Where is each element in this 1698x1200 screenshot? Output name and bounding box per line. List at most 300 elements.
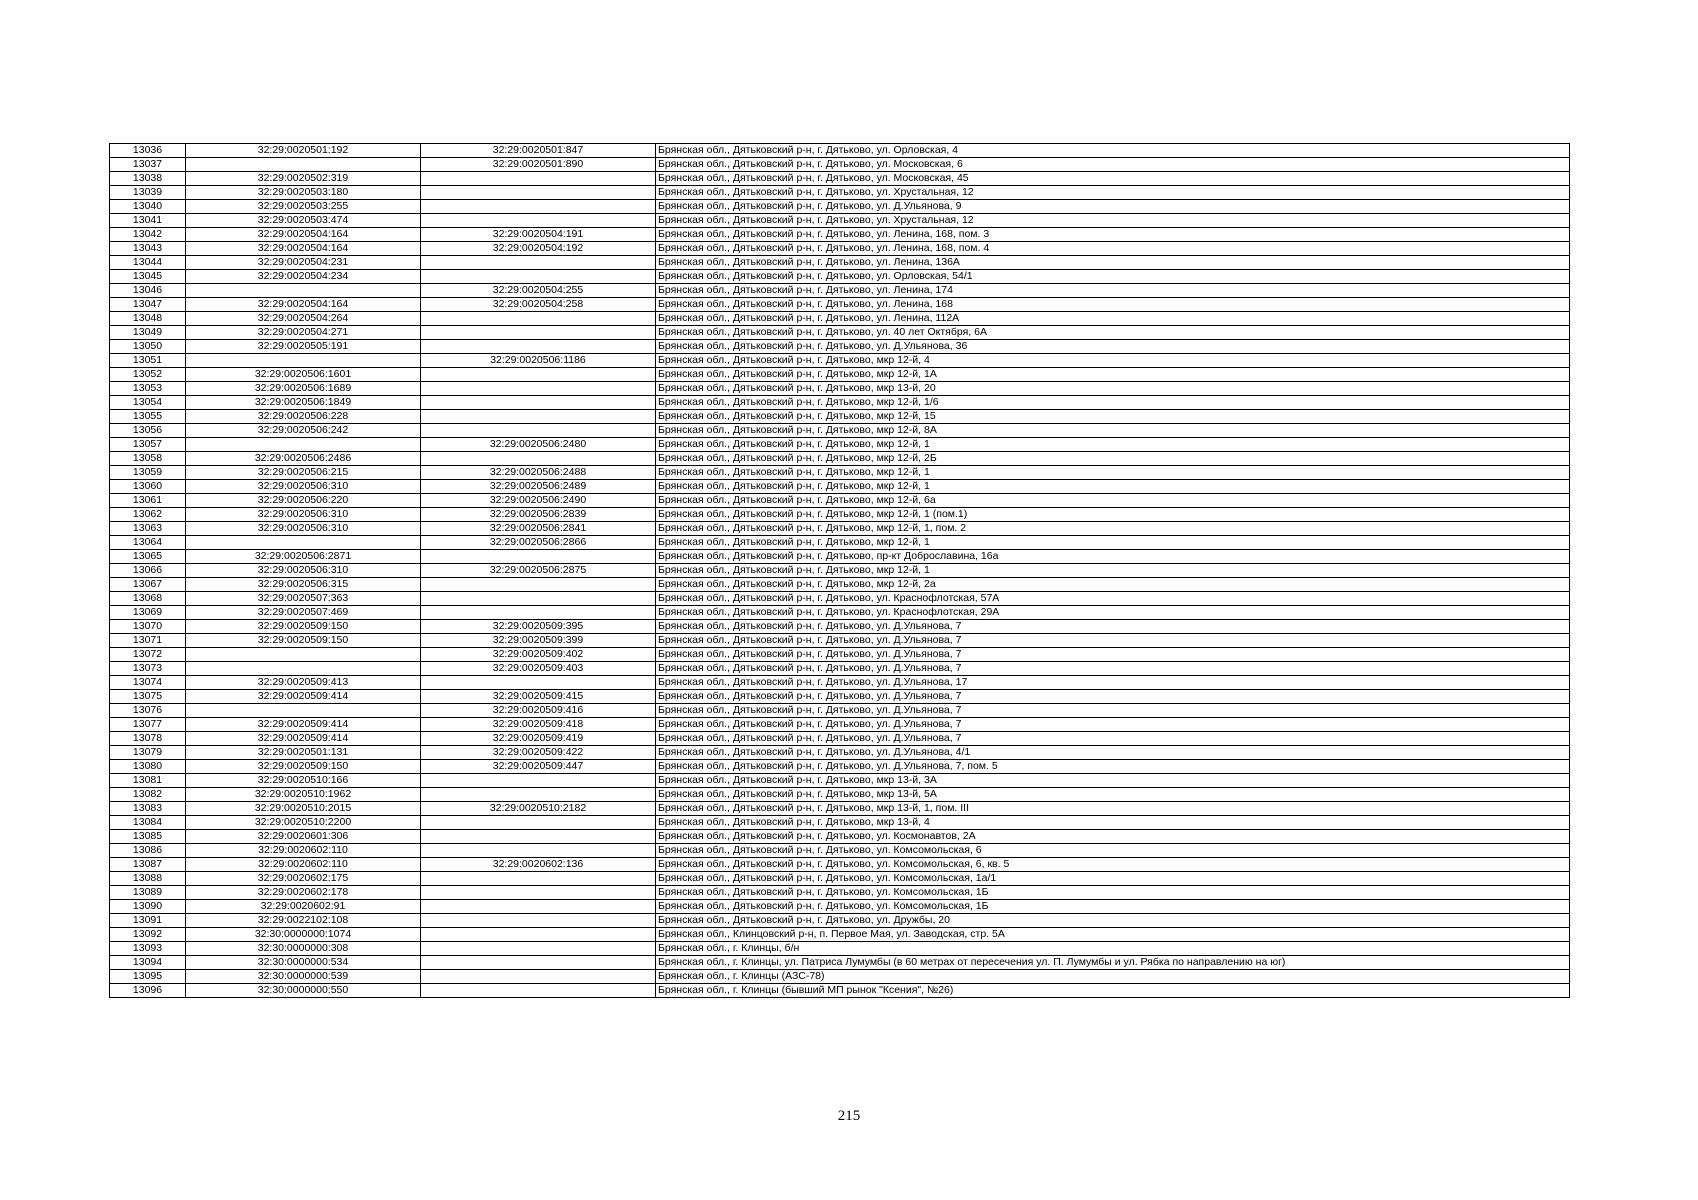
building-cadastral-number-cell: 32:29:0020506:2841 (421, 522, 656, 536)
land-cadastral-number-cell: 32:30:0000000:308 (186, 942, 421, 956)
row-number-cell: 13063 (110, 522, 186, 536)
building-cadastral-number-cell: 32:29:0020506:2490 (421, 494, 656, 508)
land-cadastral-number-cell: 32:29:0020506:310 (186, 522, 421, 536)
row-number-cell: 13096 (110, 984, 186, 998)
address-cell: Брянская обл., Дятьковский р-н, г. Дятьково, ул. Ленина, 168, пом. 4 (656, 242, 1570, 256)
address-cell: Брянская обл., Дятьковский р-н, г. Дятьково, мкр 12-й, 1А (656, 368, 1570, 382)
land-cadastral-number-cell: 32:29:0020510:2015 (186, 802, 421, 816)
building-cadastral-number-cell: 32:29:0020504:192 (421, 242, 656, 256)
row-number-cell: 13082 (110, 788, 186, 802)
table-row (110, 424, 1570, 438)
table-row (110, 410, 1570, 424)
building-cadastral-number-cell: 32:29:0020509:447 (421, 760, 656, 774)
row-number-cell: 13073 (110, 662, 186, 676)
table-row (110, 522, 1570, 536)
address-cell: Брянская обл., Дятьковский р-н, г. Дятьково, мкр 13-й, 20 (656, 382, 1570, 396)
land-cadastral-number-cell: 32:29:0022102:108 (186, 914, 421, 928)
table-row (110, 816, 1570, 830)
land-cadastral-number-cell: 32:29:0020503:474 (186, 214, 421, 228)
address-cell: Брянская обл., Дятьковский р-н, г. Дятьково, ул. Комсомольская, 1а/1 (656, 872, 1570, 886)
land-cadastral-number-cell: 32:29:0020501:192 (186, 144, 421, 158)
address-cell: Брянская обл., Дятьковский р-н, г. Дятьково, ул. Дружбы, 20 (656, 914, 1570, 928)
row-number-cell: 13089 (110, 886, 186, 900)
table-row (110, 200, 1570, 214)
building-cadastral-number-cell (421, 424, 656, 438)
address-cell: Брянская обл., Дятьковский р-н, г. Дятьково, ул. Комсомольская, 1Б (656, 900, 1570, 914)
table-row (110, 718, 1570, 732)
row-number-cell: 13086 (110, 844, 186, 858)
row-number-cell: 13037 (110, 158, 186, 172)
row-number-cell: 13087 (110, 858, 186, 872)
row-number-cell: 13061 (110, 494, 186, 508)
building-cadastral-number-cell: 32:29:0020504:255 (421, 284, 656, 298)
land-cadastral-number-cell: 32:29:0020506:220 (186, 494, 421, 508)
table-row (110, 242, 1570, 256)
row-number-cell: 13078 (110, 732, 186, 746)
building-cadastral-number-cell: 32:29:0020509:415 (421, 690, 656, 704)
address-cell: Брянская обл., Дятьковский р-н, г. Дятьково, мкр 12-й, 1 (656, 466, 1570, 480)
land-cadastral-number-cell: 32:29:0020506:215 (186, 466, 421, 480)
row-number-cell: 13092 (110, 928, 186, 942)
row-number-cell: 13071 (110, 634, 186, 648)
address-cell: Брянская обл., Дятьковский р-н, г. Дятьково, мкр 12-й, 1 (656, 438, 1570, 452)
land-cadastral-number-cell: 32:29:0020506:2871 (186, 550, 421, 564)
row-number-cell: 13049 (110, 326, 186, 340)
row-number-cell: 13072 (110, 648, 186, 662)
row-number-cell: 13084 (110, 816, 186, 830)
row-number-cell: 13067 (110, 578, 186, 592)
row-number-cell: 13036 (110, 144, 186, 158)
table-row (110, 494, 1570, 508)
land-cadastral-number-cell: 32:29:0020509:150 (186, 634, 421, 648)
land-cadastral-number-cell: 32:29:0020509:414 (186, 718, 421, 732)
address-cell: Брянская обл., Дятьковский р-н, г. Дятьково, ул. Ленина, 136А (656, 256, 1570, 270)
row-number-cell: 13043 (110, 242, 186, 256)
land-cadastral-number-cell: 32:29:0020506:1601 (186, 368, 421, 382)
address-cell: Брянская обл., Дятьковский р-н, г. Дятьково, мкр 12-й, 6а (656, 494, 1570, 508)
land-cadastral-number-cell: 32:29:0020506:2486 (186, 452, 421, 466)
table-row (110, 578, 1570, 592)
row-number-cell: 13058 (110, 452, 186, 466)
table-row (110, 984, 1570, 998)
building-cadastral-number-cell (421, 410, 656, 424)
table-row (110, 942, 1570, 956)
row-number-cell: 13050 (110, 340, 186, 354)
address-cell: Брянская обл., Дятьковский р-н, г. Дятьково, ул. Московская, 6 (656, 158, 1570, 172)
land-cadastral-number-cell: 32:29:0020506:315 (186, 578, 421, 592)
building-cadastral-number-cell: 32:29:0020509:418 (421, 718, 656, 732)
address-cell: Брянская обл., Дятьковский р-н, г. Дятьково, мкр 13-й, 4 (656, 816, 1570, 830)
table-row (110, 396, 1570, 410)
address-cell: Брянская обл., Дятьковский р-н, г. Дятьково, ул. Орловская, 54/1 (656, 270, 1570, 284)
land-cadastral-number-cell (186, 438, 421, 452)
land-cadastral-number-cell: 32:29:0020509:413 (186, 676, 421, 690)
land-cadastral-number-cell (186, 704, 421, 718)
building-cadastral-number-cell (421, 816, 656, 830)
building-cadastral-number-cell: 32:29:0020509:395 (421, 620, 656, 634)
building-cadastral-number-cell (421, 606, 656, 620)
row-number-cell: 13090 (110, 900, 186, 914)
table-row (110, 214, 1570, 228)
building-cadastral-number-cell: 32:29:0020501:847 (421, 144, 656, 158)
address-cell: Брянская обл., Дятьковский р-н, г. Дятьково, ул. Хрустальная, 12 (656, 186, 1570, 200)
land-cadastral-number-cell: 32:29:0020506:1849 (186, 396, 421, 410)
land-cadastral-number-cell: 32:29:0020503:180 (186, 186, 421, 200)
address-cell: Брянская обл., г. Клинцы, ул. Патриса Лумумбы (в 60 метрах от пересечения ул. П. Лумумбы и ул. Рябка по направлению на юг) (656, 956, 1570, 970)
table-row (110, 508, 1570, 522)
building-cadastral-number-cell (421, 844, 656, 858)
building-cadastral-number-cell: 32:29:0020509:403 (421, 662, 656, 676)
row-number-cell: 13039 (110, 186, 186, 200)
table-row (110, 970, 1570, 984)
address-cell: Брянская обл., Дятьковский р-н, г. Дятьково, ул. Ленина, 112А (656, 312, 1570, 326)
table-row (110, 158, 1570, 172)
building-cadastral-number-cell (421, 578, 656, 592)
address-cell: Брянская обл., Дятьковский р-н, г. Дятьково, ул. Д.Ульянова, 7 (656, 704, 1570, 718)
table-row (110, 270, 1570, 284)
row-number-cell: 13057 (110, 438, 186, 452)
address-cell: Брянская обл., Дятьковский р-н, г. Дятьково, мкр 13-й, 3А (656, 774, 1570, 788)
building-cadastral-number-cell (421, 396, 656, 410)
building-cadastral-number-cell: 32:29:0020509:419 (421, 732, 656, 746)
land-cadastral-number-cell: 32:29:0020509:150 (186, 620, 421, 634)
land-cadastral-number-cell: 32:29:0020503:255 (186, 200, 421, 214)
row-number-cell: 13055 (110, 410, 186, 424)
address-cell: Брянская обл., Дятьковский р-н, г. Дятьково, мкр 12-й, 1 (656, 536, 1570, 550)
table-row (110, 368, 1570, 382)
table-row (110, 298, 1570, 312)
row-number-cell: 13041 (110, 214, 186, 228)
land-cadastral-number-cell: 32:29:0020506:242 (186, 424, 421, 438)
land-cadastral-number-cell: 32:29:0020510:2200 (186, 816, 421, 830)
building-cadastral-number-cell (421, 830, 656, 844)
table-row (110, 774, 1570, 788)
address-cell: Брянская обл., Дятьковский р-н, г. Дятьково, ул. Космонавтов, 2А (656, 830, 1570, 844)
row-number-cell: 13046 (110, 284, 186, 298)
land-cadastral-number-cell: 32:29:0020602:175 (186, 872, 421, 886)
table-row (110, 592, 1570, 606)
land-cadastral-number-cell: 32:30:0000000:534 (186, 956, 421, 970)
table-row (110, 830, 1570, 844)
table-row (110, 914, 1570, 928)
address-cell: Брянская обл., Дятьковский р-н, г. Дятьково, мкр 12-й, 1/6 (656, 396, 1570, 410)
building-cadastral-number-cell (421, 550, 656, 564)
table-row (110, 900, 1570, 914)
table-row (110, 788, 1570, 802)
table-row (110, 844, 1570, 858)
table-row (110, 872, 1570, 886)
address-cell: Брянская обл., Дятьковский р-н, г. Дятьково, ул. Д.Ульянова, 17 (656, 676, 1570, 690)
address-cell: Брянская обл., Дятьковский р-н, г. Дятьково, мкр 12-й, 2а (656, 578, 1570, 592)
table-row (110, 228, 1570, 242)
table-row (110, 802, 1570, 816)
row-number-cell: 13054 (110, 396, 186, 410)
building-cadastral-number-cell (421, 592, 656, 606)
building-cadastral-number-cell: 32:29:0020506:2480 (421, 438, 656, 452)
building-cadastral-number-cell: 32:29:0020509:402 (421, 648, 656, 662)
address-cell: Брянская обл., Дятьковский р-н, г. Дятьково, мкр 12-й, 1, пом. 2 (656, 522, 1570, 536)
table-row (110, 606, 1570, 620)
land-cadastral-number-cell: 32:29:0020602:178 (186, 886, 421, 900)
table-row (110, 662, 1570, 676)
row-number-cell: 13044 (110, 256, 186, 270)
row-number-cell: 13069 (110, 606, 186, 620)
row-number-cell: 13048 (110, 312, 186, 326)
address-cell: Брянская обл., Дятьковский р-н, г. Дятьково, ул. Д.Ульянова, 4/1 (656, 746, 1570, 760)
row-number-cell: 13088 (110, 872, 186, 886)
row-number-cell: 13066 (110, 564, 186, 578)
address-cell: Брянская обл., Дятьковский р-н, г. Дятьково, мкр 12-й, 1 (пом.1) (656, 508, 1570, 522)
row-number-cell: 13080 (110, 760, 186, 774)
address-cell: Брянская обл., Дятьковский р-н, г. Дятьково, мкр 12-й, 4 (656, 354, 1570, 368)
address-cell: Брянская обл., Дятьковский р-н, г. Дятьково, ул. Орловская, 4 (656, 144, 1570, 158)
address-cell: Брянская обл., Дятьковский р-н, г. Дятьково, мкр 13-й, 1, пом. III (656, 802, 1570, 816)
address-cell: Брянская обл., Дятьковский р-н, г. Дятьково, мкр 13-й, 5А (656, 788, 1570, 802)
building-cadastral-number-cell (421, 970, 656, 984)
building-cadastral-number-cell (421, 774, 656, 788)
row-number-cell: 13065 (110, 550, 186, 564)
building-cadastral-number-cell (421, 928, 656, 942)
row-number-cell: 13040 (110, 200, 186, 214)
table-row (110, 956, 1570, 970)
address-cell: Брянская обл., Дятьковский р-н, г. Дятьково, мкр 12-й, 2Б (656, 452, 1570, 466)
land-cadastral-number-cell: 32:29:0020506:310 (186, 508, 421, 522)
row-number-cell: 13042 (110, 228, 186, 242)
address-cell: Брянская обл., Дятьковский р-н, г. Дятьково, ул. Д.Ульянова, 7 (656, 620, 1570, 634)
address-cell: Брянская обл., Дятьковский р-н, г. Дятьково, ул. Д.Ульянова, 7 (656, 662, 1570, 676)
address-cell: Брянская обл., г. Клинцы (бывший МП рынок "Ксения", №26) (656, 984, 1570, 998)
row-number-cell: 13070 (110, 620, 186, 634)
building-cadastral-number-cell (421, 256, 656, 270)
registry-table-body (110, 144, 1570, 998)
address-cell: Брянская обл., Дятьковский р-н, г. Дятьково, ул. Комсомольская, 1Б (656, 886, 1570, 900)
address-cell: Брянская обл., Дятьковский р-н, г. Дятьково, мкр 12-й, 15 (656, 410, 1570, 424)
address-cell: Брянская обл., г. Клинцы, б/н (656, 942, 1570, 956)
table-row (110, 550, 1570, 564)
address-cell: Брянская обл., Дятьковский р-н, г. Дятьково, ул. Д.Ульянова, 36 (656, 340, 1570, 354)
row-number-cell: 13083 (110, 802, 186, 816)
address-cell: Брянская обл., Дятьковский р-н, г. Дятьково, ул. Московская, 45 (656, 172, 1570, 186)
building-cadastral-number-cell: 32:29:0020504:258 (421, 298, 656, 312)
land-cadastral-number-cell (186, 158, 421, 172)
building-cadastral-number-cell: 32:29:0020506:1186 (421, 354, 656, 368)
land-cadastral-number-cell: 32:29:0020509:150 (186, 760, 421, 774)
building-cadastral-number-cell (421, 382, 656, 396)
row-number-cell: 13079 (110, 746, 186, 760)
land-cadastral-number-cell (186, 536, 421, 550)
address-cell: Брянская обл., Дятьковский р-н, г. Дятьково, ул. Ленина, 174 (656, 284, 1570, 298)
land-cadastral-number-cell: 32:29:0020602:110 (186, 844, 421, 858)
row-number-cell: 13068 (110, 592, 186, 606)
table-row (110, 928, 1570, 942)
address-cell: Брянская обл., Дятьковский р-н, г. Дятьково, ул. Д.Ульянова, 7 (656, 690, 1570, 704)
address-cell: Брянская обл., Дятьковский р-н, г. Дятьково, мкр 12-й, 8А (656, 424, 1570, 438)
building-cadastral-number-cell (421, 676, 656, 690)
table-row (110, 144, 1570, 158)
land-cadastral-number-cell: 32:29:0020504:164 (186, 298, 421, 312)
land-cadastral-number-cell (186, 284, 421, 298)
building-cadastral-number-cell: 32:29:0020506:2488 (421, 466, 656, 480)
table-row (110, 704, 1570, 718)
row-number-cell: 13059 (110, 466, 186, 480)
row-number-cell: 13076 (110, 704, 186, 718)
building-cadastral-number-cell: 32:29:0020506:2866 (421, 536, 656, 550)
address-cell: Брянская обл., Дятьковский р-н, г. Дятьково, ул. Ленина, 168 (656, 298, 1570, 312)
table-row (110, 312, 1570, 326)
address-cell: Брянская обл., Дятьковский р-н, г. Дятьково, ул. Д.Ульянова, 7, пом. 5 (656, 760, 1570, 774)
table-row (110, 452, 1570, 466)
address-cell: Брянская обл., Дятьковский р-н, г. Дятьково, ул. 40 лет Октября, 6А (656, 326, 1570, 340)
table-row (110, 382, 1570, 396)
page-number: 215 (837, 1108, 861, 1124)
row-number-cell: 13051 (110, 354, 186, 368)
building-cadastral-number-cell (421, 172, 656, 186)
land-cadastral-number-cell: 32:29:0020502:319 (186, 172, 421, 186)
table-row (110, 536, 1570, 550)
address-cell: Брянская обл., Дятьковский р-н, г. Дятьково, ул. Комсомольская, 6, кв. 5 (656, 858, 1570, 872)
address-cell: Брянская обл., Дятьковский р-н, г. Дятьково, ул. Краснофлотская, 29А (656, 606, 1570, 620)
row-number-cell: 13091 (110, 914, 186, 928)
table-row (110, 480, 1570, 494)
address-cell: Брянская обл., Клинцовский р-н, п. Первое Мая, ул. Заводская, стр. 5А (656, 928, 1570, 942)
building-cadastral-number-cell (421, 214, 656, 228)
land-cadastral-number-cell: 32:29:0020602:91 (186, 900, 421, 914)
building-cadastral-number-cell: 32:29:0020506:2489 (421, 480, 656, 494)
row-number-cell: 13053 (110, 382, 186, 396)
address-cell: Брянская обл., Дятьковский р-н, г. Дятьково, ул. Д.Ульянова, 7 (656, 718, 1570, 732)
land-cadastral-number-cell: 32:29:0020506:310 (186, 564, 421, 578)
land-cadastral-number-cell (186, 648, 421, 662)
row-number-cell: 13056 (110, 424, 186, 438)
building-cadastral-number-cell (421, 914, 656, 928)
table-row (110, 438, 1570, 452)
building-cadastral-number-cell (421, 312, 656, 326)
table-row (110, 284, 1570, 298)
building-cadastral-number-cell: 32:29:0020501:890 (421, 158, 656, 172)
building-cadastral-number-cell (421, 956, 656, 970)
land-cadastral-number-cell: 32:30:0000000:550 (186, 984, 421, 998)
table-row (110, 186, 1570, 200)
address-cell: Брянская обл., Дятьковский р-н, г. Дятьково, ул. Комсомольская, 6 (656, 844, 1570, 858)
address-cell: Брянская обл., Дятьковский р-н, г. Дятьково, ул. Д.Ульянова, 7 (656, 732, 1570, 746)
row-number-cell: 13085 (110, 830, 186, 844)
building-cadastral-number-cell (421, 886, 656, 900)
land-cadastral-number-cell: 32:29:0020507:469 (186, 606, 421, 620)
address-cell: Брянская обл., г. Клинцы (АЗС-78) (656, 970, 1570, 984)
building-cadastral-number-cell (421, 452, 656, 466)
land-cadastral-number-cell: 32:30:0000000:539 (186, 970, 421, 984)
address-cell: Брянская обл., Дятьковский р-н, г. Дятьково, мкр 12-й, 1 (656, 480, 1570, 494)
row-number-cell: 13062 (110, 508, 186, 522)
table-row (110, 326, 1570, 340)
land-cadastral-number-cell (186, 354, 421, 368)
land-cadastral-number-cell: 32:29:0020510:166 (186, 774, 421, 788)
row-number-cell: 13093 (110, 942, 186, 956)
land-cadastral-number-cell: 32:29:0020510:1962 (186, 788, 421, 802)
row-number-cell: 13045 (110, 270, 186, 284)
land-cadastral-number-cell: 32:29:0020504:231 (186, 256, 421, 270)
building-cadastral-number-cell: 32:29:0020509:399 (421, 634, 656, 648)
row-number-cell: 13064 (110, 536, 186, 550)
building-cadastral-number-cell (421, 788, 656, 802)
land-cadastral-number-cell: 32:29:0020504:264 (186, 312, 421, 326)
building-cadastral-number-cell (421, 900, 656, 914)
land-cadastral-number-cell: 32:29:0020506:1689 (186, 382, 421, 396)
building-cadastral-number-cell: 32:29:0020510:2182 (421, 802, 656, 816)
row-number-cell: 13038 (110, 172, 186, 186)
address-cell: Брянская обл., Дятьковский р-н, г. Дятьково, ул. Краснофлотская, 57А (656, 592, 1570, 606)
table-row (110, 690, 1570, 704)
building-cadastral-number-cell (421, 340, 656, 354)
row-number-cell: 13052 (110, 368, 186, 382)
address-cell: Брянская обл., Дятьковский р-н, г. Дятьково, ул. Д.Ульянова, 9 (656, 200, 1570, 214)
land-cadastral-number-cell: 32:29:0020504:164 (186, 242, 421, 256)
row-number-cell: 13095 (110, 970, 186, 984)
table-row (110, 340, 1570, 354)
table-row (110, 746, 1570, 760)
table-row (110, 760, 1570, 774)
address-cell: Брянская обл., Дятьковский р-н, г. Дятьково, ул. Ленина, 168, пом. 3 (656, 228, 1570, 242)
table-row (110, 256, 1570, 270)
building-cadastral-number-cell (421, 984, 656, 998)
land-cadastral-number-cell: 32:29:0020506:310 (186, 480, 421, 494)
building-cadastral-number-cell (421, 200, 656, 214)
land-cadastral-number-cell: 32:29:0020504:234 (186, 270, 421, 284)
table-row (110, 620, 1570, 634)
land-cadastral-number-cell: 32:29:0020501:131 (186, 746, 421, 760)
land-cadastral-number-cell: 32:29:0020507:363 (186, 592, 421, 606)
row-number-cell: 13060 (110, 480, 186, 494)
address-cell: Брянская обл., Дятьковский р-н, г. Дятьково, ул. Д.Ульянова, 7 (656, 648, 1570, 662)
building-cadastral-number-cell: 32:29:0020506:2839 (421, 508, 656, 522)
building-cadastral-number-cell: 32:29:0020504:191 (421, 228, 656, 242)
registry-table (109, 143, 1570, 998)
building-cadastral-number-cell (421, 186, 656, 200)
address-cell: Брянская обл., Дятьковский р-н, г. Дятьково, мкр 12-й, 1 (656, 564, 1570, 578)
table-row (110, 886, 1570, 900)
land-cadastral-number-cell: 32:29:0020506:228 (186, 410, 421, 424)
table-row (110, 732, 1570, 746)
land-cadastral-number-cell: 32:29:0020504:164 (186, 228, 421, 242)
row-number-cell: 13075 (110, 690, 186, 704)
address-cell: Брянская обл., Дятьковский р-н, г. Дятьково, ул. Д.Ульянова, 7 (656, 634, 1570, 648)
building-cadastral-number-cell: 32:29:0020506:2875 (421, 564, 656, 578)
building-cadastral-number-cell: 32:29:0020509:422 (421, 746, 656, 760)
table-row (110, 172, 1570, 186)
building-cadastral-number-cell (421, 872, 656, 886)
row-number-cell: 13077 (110, 718, 186, 732)
land-cadastral-number-cell: 32:29:0020505:191 (186, 340, 421, 354)
table-row (110, 648, 1570, 662)
land-cadastral-number-cell: 32:29:0020602:110 (186, 858, 421, 872)
building-cadastral-number-cell (421, 942, 656, 956)
land-cadastral-number-cell: 32:29:0020509:414 (186, 690, 421, 704)
row-number-cell: 13047 (110, 298, 186, 312)
table-row (110, 466, 1570, 480)
land-cadastral-number-cell: 32:29:0020504:271 (186, 326, 421, 340)
row-number-cell: 13074 (110, 676, 186, 690)
building-cadastral-number-cell (421, 326, 656, 340)
building-cadastral-number-cell: 32:29:0020509:416 (421, 704, 656, 718)
table-row (110, 858, 1570, 872)
building-cadastral-number-cell (421, 270, 656, 284)
land-cadastral-number-cell (186, 662, 421, 676)
address-cell: Брянская обл., Дятьковский р-н, г. Дятьково, пр-кт Доброславина, 16а (656, 550, 1570, 564)
land-cadastral-number-cell: 32:29:0020509:414 (186, 732, 421, 746)
table-row (110, 676, 1570, 690)
table-row (110, 564, 1570, 578)
table-row (110, 354, 1570, 368)
